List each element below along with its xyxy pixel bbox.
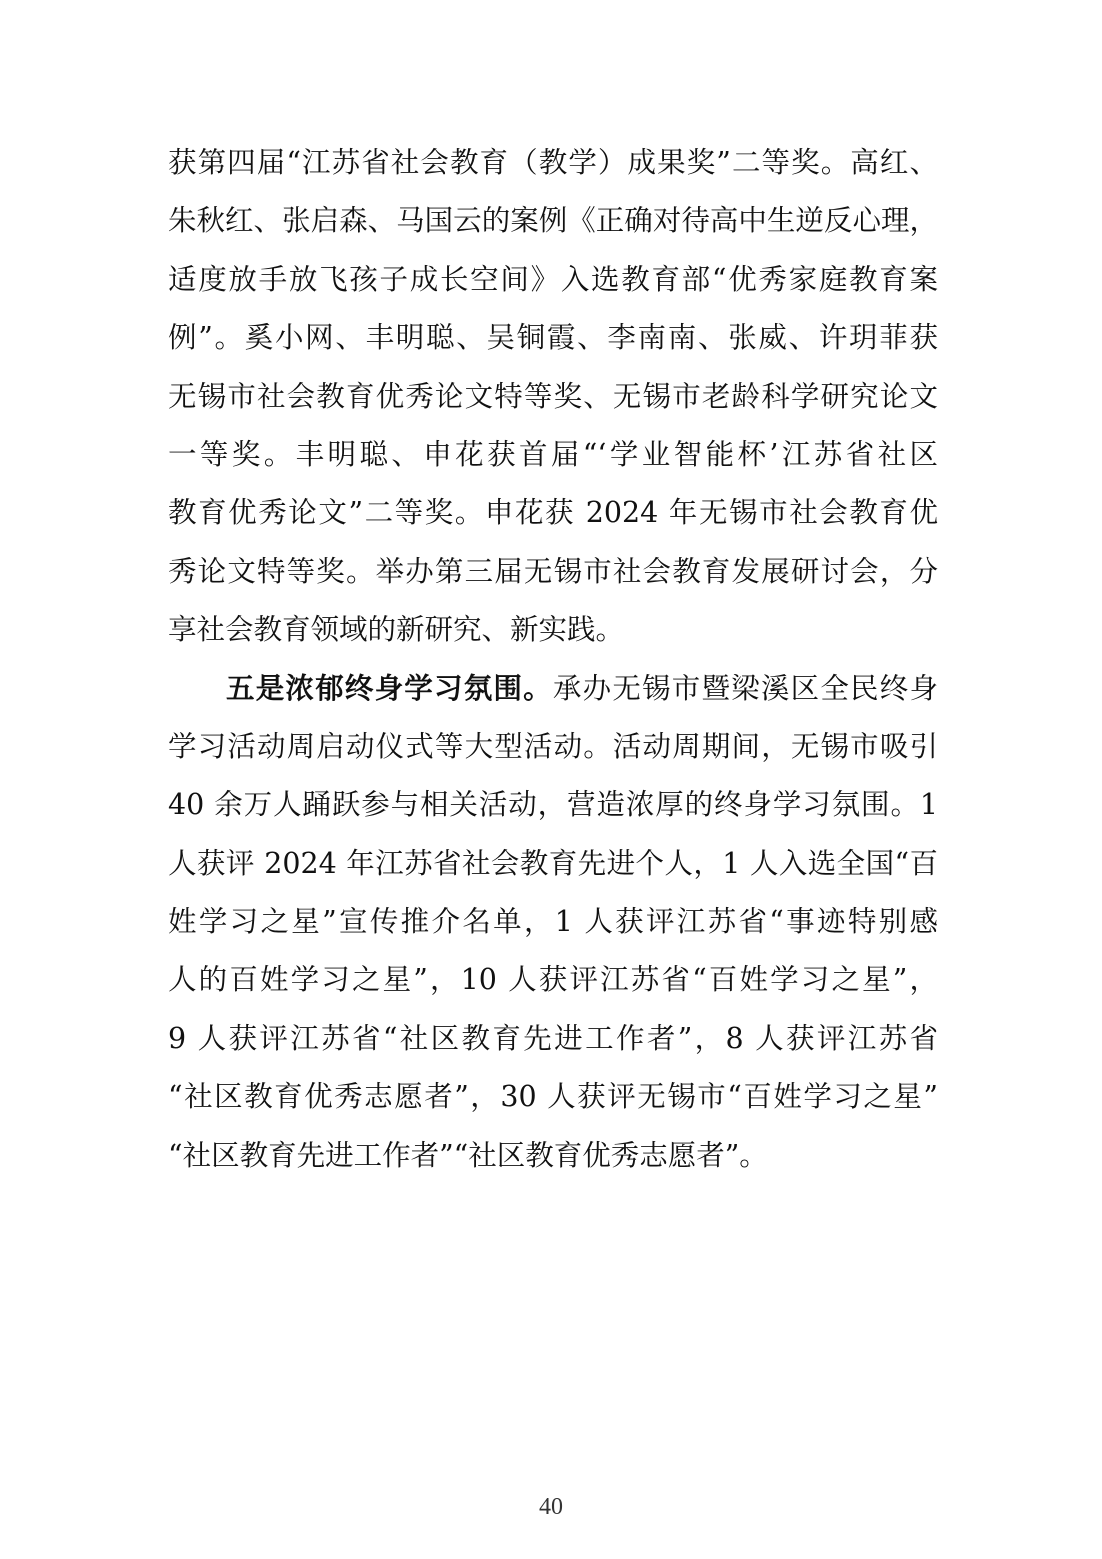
text-line: 教育优秀论文”二等奖。申花获 2024 年无锡市社会教育优 [168, 496, 938, 530]
text-line [168, 660, 938, 718]
text-line: “社区教育先进工作者”“社区教育优秀志愿者”。 [168, 1138, 768, 1172]
text-line: 9 人获评江苏省“社区教育先进工作者”，8 人获评江苏省 [168, 1021, 938, 1055]
text-line: “社区教育优秀志愿者”，30 人获评无锡市“百姓学习之星” [168, 1080, 938, 1114]
page-number: 40 [539, 1494, 563, 1520]
text-line: 学习活动周启动仪式等大型活动。活动周期间，无锡市吸引 [168, 729, 938, 763]
paragraph-awards [168, 134, 938, 660]
text-line: 例”。奚小网、丰明聪、吴铜霞、李南南、张威、许玥菲获 [168, 321, 938, 355]
text-line: 人的百姓学习之星”，10 人获评江苏省“百姓学习之星”， [168, 963, 938, 997]
text-line: 秀论文特等奖。举办第三届无锡市社会教育发展研讨会，分 [168, 554, 938, 588]
body-text [168, 134, 938, 1185]
text-line: 无锡市社会教育优秀论文特等奖、无锡市老龄科学研究论文 [168, 379, 938, 413]
text-line: 人获评 2024 年江苏省社会教育先进个人，1 人入选全国“百 [168, 846, 938, 880]
text-line-rest: 承办无锡市暨梁溪区全民终身 [552, 671, 938, 705]
text-line: 40 余万人踊跃参与相关活动，营造浓厚的终身学习氛围。1 [168, 788, 938, 822]
text-line: 朱秋红、张启森、马国云的案例《正确对待高中生逆反心理， [168, 204, 938, 238]
text-line: 一等奖。丰明聪、申花获首届“‘学业智能杯’江苏省社区 [168, 437, 938, 471]
section-lead-heading: 五是浓郁终身学习氛围。 [226, 671, 553, 705]
paragraph-lifelong-learning [168, 660, 938, 1186]
text-line: 姓学习之星”宣传推介名单，1 人获评江苏省“事迹特别感 [168, 905, 938, 939]
text-line: 享社会教育领域的新研究、新实践。 [168, 613, 625, 647]
text-line: 获第四届“江苏省社会教育（教学）成果奖”二等奖。高红、 [168, 146, 938, 179]
text-line: 适度放手放飞孩子成长空间》入选教育部“优秀家庭教育案 [168, 262, 938, 296]
